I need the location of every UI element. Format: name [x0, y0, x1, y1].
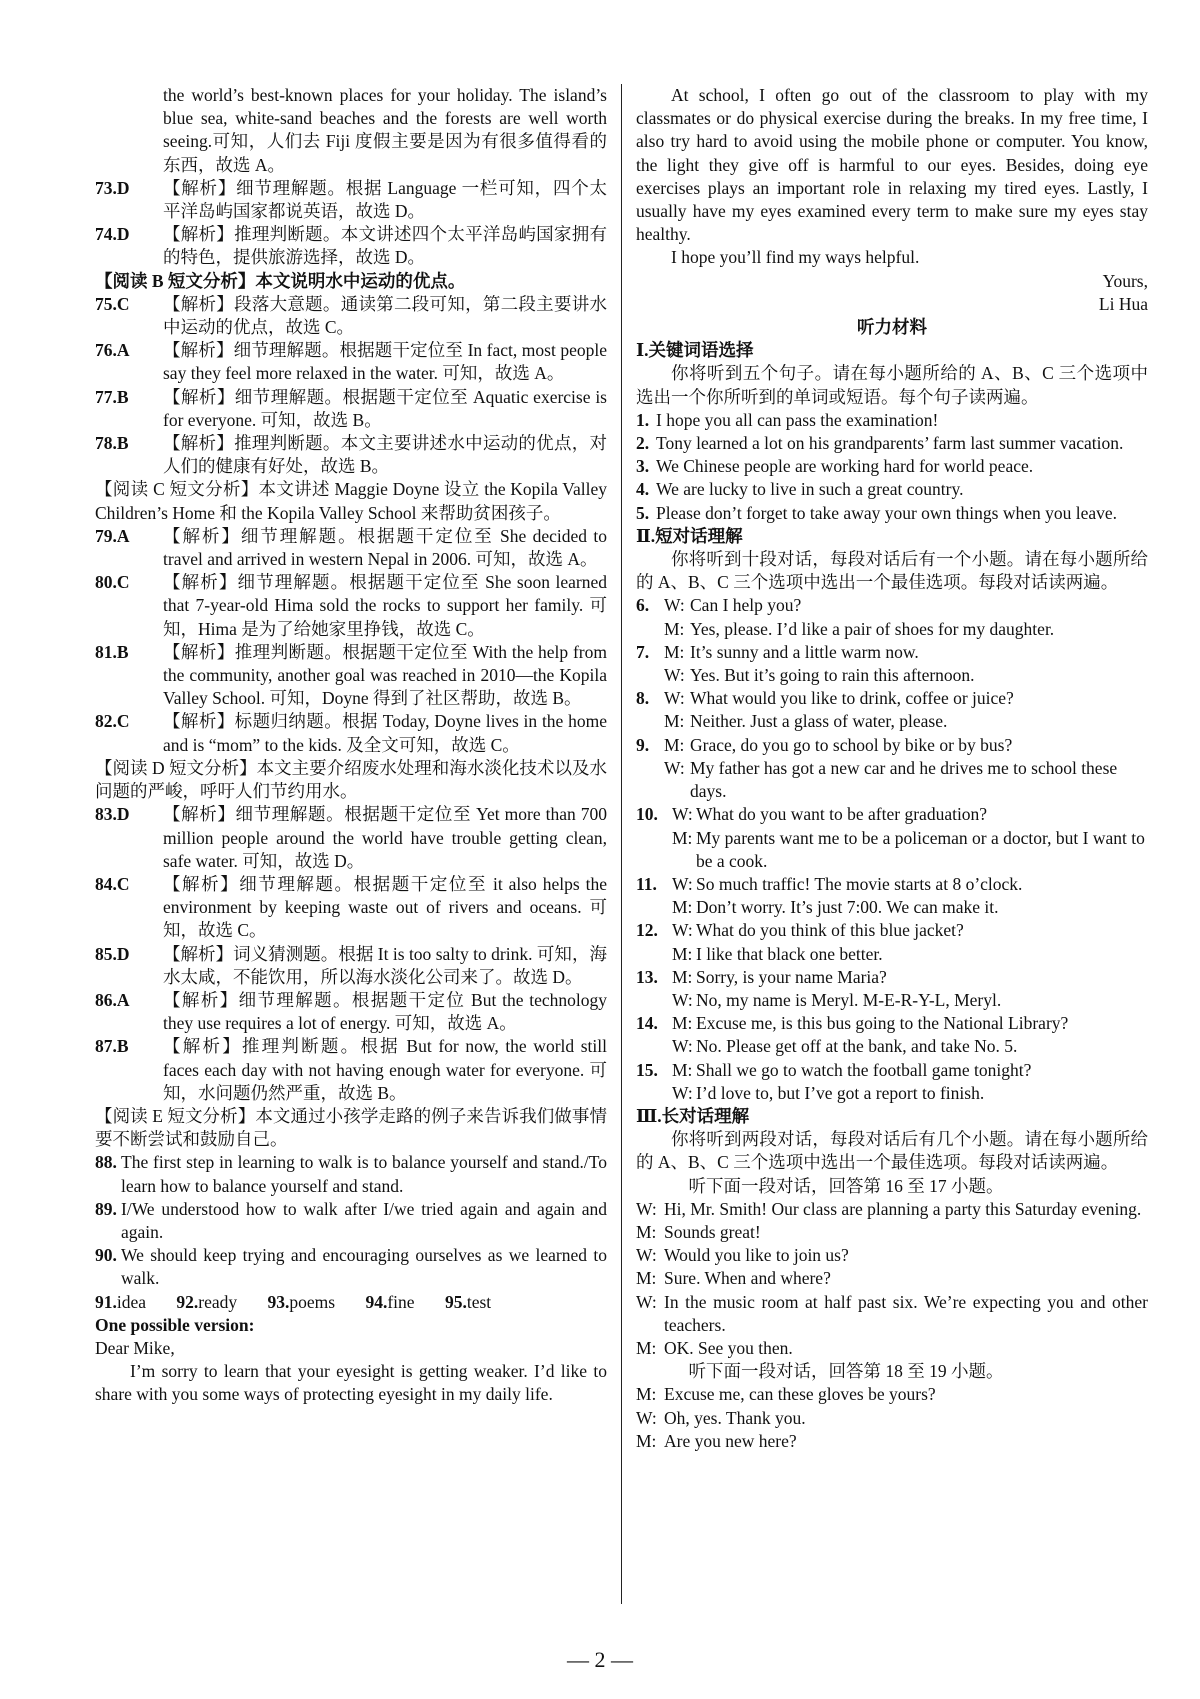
- answer-88: 88. The first step in learning to walk is to balance yourself and stand./To learn how to balance yourself and stand.: [95, 1152, 607, 1196]
- dialogue-10: 10. W: What do you want to be after graduation? M: My parents want me to be a policeman or a doctor, but I want to be a cook.: [636, 804, 1145, 871]
- dialogue-7: 7. M: It’s sunny and a little warm now. W: Yes. But it’s going to rain this afternoon.: [636, 641, 975, 686]
- long-dialogue-line: W: Oh, yes. Thank you.: [636, 1407, 806, 1428]
- answer-77: 77.B 【解析】细节理解题。根据题干定位至 Aquatic exercise is for everyone. 可知，故选 B。: [95, 386, 607, 430]
- dialogue-9: 9. M: Grace, do you go to school by bike or by bus? W: My father has got a new car and he drives me to school these days.: [636, 734, 1118, 802]
- part3-instructions: 你将听到两段对话，每段对话后有几个小题。请在每小题所给的 A、B、C 三个选项中选出一个最佳选项。每段对话读两遍。: [636, 1129, 1148, 1173]
- answer-80: 80.C 【解析】细节理解题。根据题干定位至 She soon learned that 7-year-old Hima sold the rocks to support her family. 可知，Hima 是为了给她家里挣钱，故选 C。: [95, 572, 607, 639]
- long-dialogue-line: W: In the music room at half past six. We’re expecting you and other teachers.: [636, 1291, 1148, 1335]
- answer-82: 82.C 【解析】标题归纳题。根据 Today, Doyne lives in the home and is “mom” to the kids. 及全文可知，故选 C。: [95, 711, 607, 755]
- left-column: [95, 84, 607, 1407]
- letter-paragraph-2: At school, I often go out of the classroom to play with my classmates or do physical exercise during the breaks. In my free time, I also try hard to avoid using the mobile phone or computer. You know, the light they give off is harmful to our eyes. Besides, doing eye exercises plays an important role in relaxing my tired eyes. Lastly, I usually have my eyes examined every term to make sure my eyes stay healthy.: [636, 85, 1148, 245]
- answer-86: 86.A 【解析】细节理解题。根据题干定位 But the technology they use requires a lot of energy. 可知，故选 A。: [95, 989, 607, 1034]
- long-dialogue-line: M: Sure. When and where?: [636, 1268, 831, 1289]
- answer-89: 89. I/We understood how to walk after I/we tried again and again and again.: [95, 1198, 607, 1242]
- long-dialogue-line: M: Sounds great!: [636, 1221, 761, 1242]
- letter-salutation: Dear Mike,: [95, 1337, 175, 1358]
- part1-title: Ⅰ.关键词语选择: [636, 340, 754, 361]
- letter-signature: Li Hua: [1098, 293, 1148, 314]
- dialogue-18-19-intro: 听下面一段对话，回答第 18 至 19 小题。: [688, 1361, 1004, 1382]
- answer-75: 75.C 【解析】段落大意题。通读第二段可知，第二段主要讲水中运动的优点，故选 C。: [95, 293, 607, 338]
- letter-closing: Yours,: [1102, 270, 1148, 291]
- possible-version-heading: One possible version:: [95, 1314, 255, 1335]
- section-heading-e: 【阅读 E 短文分析】本文通过小孩学走路的例子来告诉我们做事情要不断尝试和鼓励自己。: [95, 1105, 607, 1150]
- answer-87: 87.B 【解析】推理判断题。根据 But for now, the world still faces each day with not having enough water for everyone. 可知，水问题仍然严重，故选 B。: [95, 1036, 607, 1103]
- dialogue-13: 13. M: Sorry, is your name Maria? W: No, my name is Meryl. M-E-R-Y-L, Meryl.: [636, 966, 1002, 1010]
- listening-sentence-3: 3. We Chinese people are working hard for world peace.: [636, 456, 1034, 477]
- answer-79: 79.A 【解析】细节理解题。根据题干定位至 She decided to travel and arrived in western Nepal in 2006. 可知，故选 A。: [95, 525, 607, 570]
- dialogue-8: 8. W: What would you like to drink, coffee or juice? M: Neither. Just a glass of water, please.: [636, 688, 1014, 732]
- answer-84: 84.C 【解析】细节理解题。根据题干定位至 it also helps the environment by keeping waste out of rivers and oceans. 可知，故选 C。: [95, 873, 607, 941]
- answer-81: 81.B 【解析】推理判断题。根据题干定位至 With the help from the community, another goal was reached in 2010—the Kopila Valley School. 可知，Doyne 得到了社区帮助，故选 B。: [95, 641, 607, 709]
- answer-78: 78.B 【解析】推理判断题。本文主要讲述水中运动的优点，对人们的健康有好处，故选 B。: [95, 433, 607, 477]
- listening-sentence-5: 5. Please don’t forget to take away your own things when you leave.: [636, 502, 1118, 523]
- long-dialogue-line: M: OK. See you then.: [636, 1337, 793, 1358]
- letter-paragraph-1: I’m sorry to learn that your eyesight is getting weaker. I’d like to share with you some ways of protecting eyesight in my daily life.: [95, 1361, 607, 1405]
- listening-sentence-1: 1. I hope you all can pass the examination!: [636, 409, 939, 430]
- part3-title: Ⅲ.长对话理解: [636, 1105, 750, 1126]
- long-dialogue-line: W: Would you like to join us?: [636, 1245, 849, 1266]
- dialogue-14: 14. M: Excuse me, is this bus going to the National Library? W: No. Please get off at the bank, and take No. 5.: [636, 1013, 1069, 1057]
- section-heading-c: 【阅读 C 短文分析】本文讲述 Maggie Doyne 设立 the Kopila Valley Children’s Home 和 the Kopila Valley School 来帮助贫困孩子。: [95, 479, 607, 523]
- part2-title: Ⅱ.短对话理解: [636, 525, 743, 546]
- answer-74: 74.D 【解析】推理判断题。本文讲述四个太平洋岛屿国家拥有的特色，提供旅游选择，故选 D。: [95, 224, 607, 268]
- dialogue-16-17-intro: 听下面一段对话，回答第 16 至 17 小题。: [688, 1175, 1004, 1196]
- listening-sentence-4: 4. We are lucky to live in such a great country.: [636, 479, 964, 500]
- long-dialogue-line: W: Hi, Mr. Smith! Our class are planning a party this Saturday evening.: [636, 1198, 1142, 1219]
- dialogue-6: 6. W: Can I help you? M: Yes, please. I’d like a pair of shoes for my daughter.: [636, 595, 1055, 639]
- long-dialogue-line: M: Are you new here?: [636, 1430, 797, 1451]
- part2-instructions: 你将听到十段对话，每段对话后有一个小题。请在每小题所给的 A、B、C 三个选项中选出一个最佳选项。每段对话读两遍。: [636, 549, 1148, 593]
- right-column: [636, 84, 1148, 1453]
- part1-instructions: 你将听到五个句子。请在每小题所给的 A、B、C 三个选项中选出一个你所听到的单词或短语。每个句子读两遍。: [636, 363, 1148, 407]
- long-dialogue-line: M: Excuse me, can these gloves be yours?: [636, 1384, 936, 1405]
- letter-paragraph-3: I hope you’ll find my ways helpful.: [671, 247, 920, 268]
- dialogue-11: 11. W: So much traffic! The movie starts at 8 o’clock. M: Don’t worry. It’s just 7:00. We can make it.: [636, 873, 1023, 918]
- listening-sentence-2: 2. Tony learned a lot on his grandparents’ farm last summer vacation.: [636, 433, 1124, 454]
- answer-90: 90. We should keep trying and encouraging ourselves as we learned to walk.: [95, 1245, 607, 1289]
- answer-72-continued: the world’s best-known places for your holiday. The island’s blue sea, white-sand beaches and the forests are well worth seeing.可知，人们去 Fiji 度假主要是因为有很多值得看的东西，故选 A。: [163, 85, 607, 175]
- page-number: — 2 —: [567, 1647, 633, 1672]
- column-divider: [621, 84, 622, 1604]
- dialogue-12: 12. W: What do you think of this blue jacket? M: I like that black one better.: [636, 920, 964, 964]
- dialogue-15: 15. M: Shall we go to watch the football game tonight? W: I’d love to, but I’ve got a report to finish.: [636, 1059, 1032, 1103]
- listening-title: 听力材料: [857, 317, 927, 338]
- answer-73: 73.D 【解析】细节理解题。根据 Language 一栏可知，四个太平洋岛屿国家都说英语，故选 D。: [95, 177, 607, 222]
- answer-85: 85.D 【解析】词义猜测题。根据 It is too salty to drink. 可知，海水太咸，不能饮用，所以海水淡化公司来了。故选 D。: [95, 943, 607, 987]
- answers-91-95: 91.idea 92.ready 93.poems 94.fine 95.test: [95, 1291, 492, 1312]
- answer-83: 83.D 【解析】细节理解题。根据题干定位至 Yet more than 700 million people around the world have trouble getting clean, safe water. 可知，故选 D。: [95, 804, 607, 871]
- section-heading-d: 【阅读 D 短文分析】本文主要介绍废水处理和海水淡化技术以及水问题的严峻，呼吁人们节约用水。: [95, 757, 607, 802]
- section-heading-b: 【阅读 B 短文分析】本文说明水中运动的优点。: [95, 270, 466, 291]
- answer-76: 76.A 【解析】细节理解题。根据题干定位至 In fact, most people say they feel more relaxed in the water. 可知，故选 A。: [95, 340, 607, 384]
